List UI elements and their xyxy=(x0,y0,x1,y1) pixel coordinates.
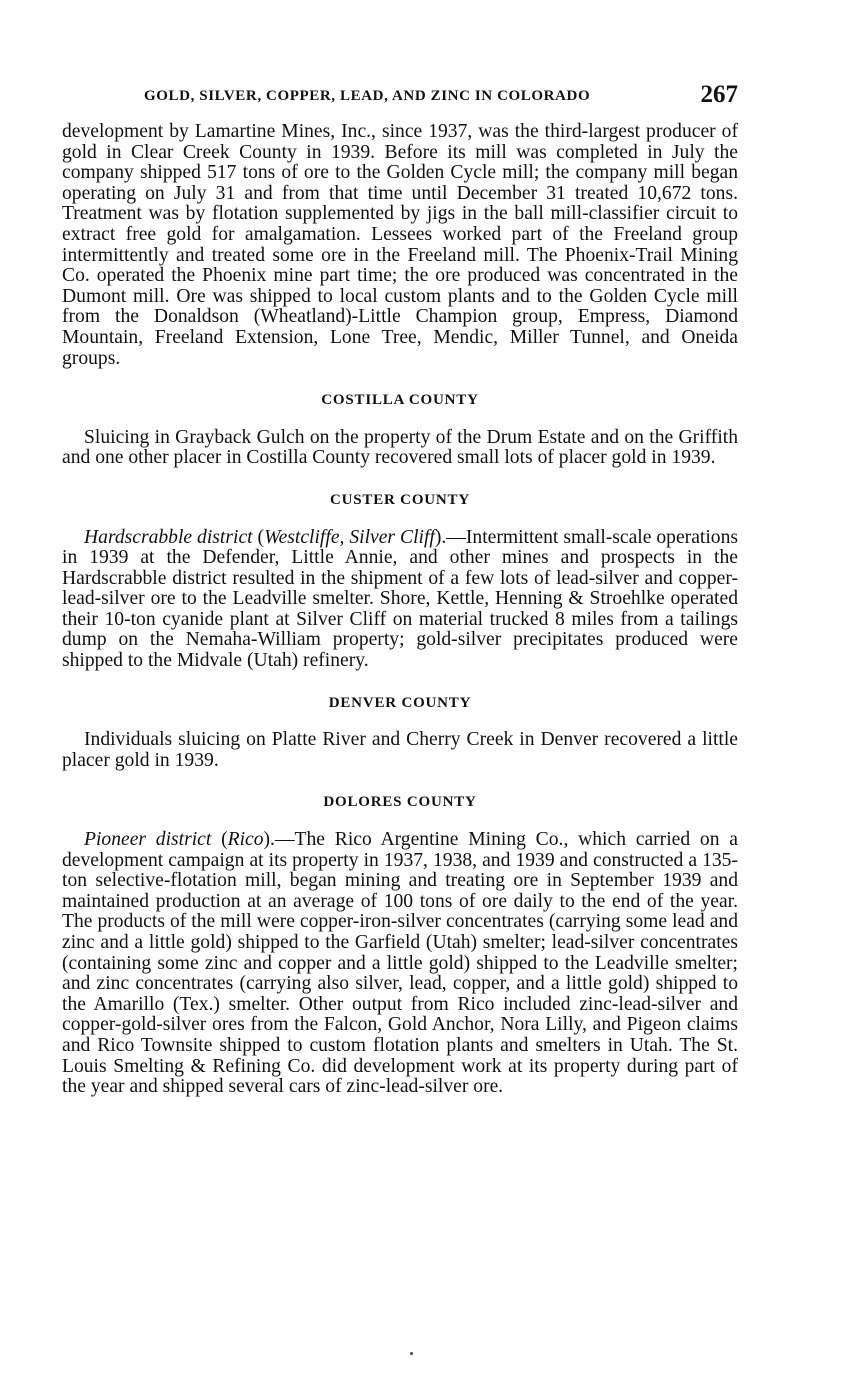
district-name-pioneer: Pioneer district xyxy=(84,829,212,851)
paragraph-custer xyxy=(62,528,738,672)
paragraph-custer-text: ).—Intermittent small-scale operations in 1939 at the Defender, Little Annie, and other mines and prospects in the Hardscrabble district resulted in the shipment of a few lots of lead-silver and copper-lead-silver ore to the Leadville smelter. Shore, Kettle, Henning & Stroehlke operated their 10-ton cyanide plant at Silver Cliff on material trucked 8 miles from a tailings dump on the Nemaha-William property; gold-silver precipitates produced were shipped to the Midvale (Utah) refinery. xyxy=(62,526,739,672)
scan-speck xyxy=(410,1352,413,1355)
district-name-hardscrabble: Hardscrabble district xyxy=(84,526,253,548)
section-heading-dolores: DOLORES COUNTY xyxy=(323,794,477,811)
paren-open: ( xyxy=(252,526,265,548)
locality-westcliffe: Westcliffe, Silver Cliff xyxy=(264,526,435,548)
section-heading-costilla: COSTILLA COUNTY xyxy=(321,392,479,409)
paren-open: ( xyxy=(211,829,228,851)
section-heading-denver: DENVER COUNTY xyxy=(328,694,472,711)
running-title: GOLD, SILVER, COPPER, LEAD, AND ZINC IN COLORADO xyxy=(144,88,591,104)
running-header xyxy=(62,81,738,114)
intro-paragraph: development by Lamartine Mines, Inc., since 1937, was the third-largest producer of gold in Clear Creek County in 1939. Before its mill was completed in July the company shipped 517 tons of ore to the Golden Cycle mill; the company mill began operating on July 31 and from that time until December 31 treated 10,672 tons. Treatment was by flotation supplemented by jigs in the ball mill-classifier circuit to extract free gold for amalgamation. Lessees worked part of the Freeland group intermittently and treated some ore in the Freeland mill. The Phoenix-Trail Mining Co. operated the Phoenix mine part time; the ore produced was concentrated in the Dumont mill. Ore was shipped to local custom plants and to the Golden Cycle mill from the Donaldson (Wheatland)-Little Champion group, Empress, Diamond Mountain, Freeland Extension, Lone Tree, Mendic, Miller Tunnel, and Oneida groups. xyxy=(62,121,738,369)
body-text xyxy=(62,122,738,1098)
paragraph-denver: Individuals sluicing on Platte River and Cherry Creek in Denver recovered a little placer gold in 1939. xyxy=(62,729,738,771)
paragraph-costilla: Sluicing in Grayback Gulch on the property of the Drum Estate and on the Griffith and one other placer in Costilla County recovered small lots of placer gold in 1939. xyxy=(62,426,738,469)
locality-rico: Rico xyxy=(227,829,264,851)
paragraph-dolores xyxy=(62,830,738,1098)
page-number: 267 xyxy=(700,81,738,108)
section-heading-custer: CUSTER COUNTY xyxy=(329,491,470,508)
paragraph-dolores-text: ).—The Rico Argentine Mining Co., which carried on a development campaign at its property in 1937, 1938, and 1939 and constructed a 135-ton selective-flotation mill, began mining and treating ore in September 1939 and maintained production at an average of 100 tons of ore daily to the end of the year. The products of the mill were copper-iron-silver concentrates (carrying some lead and zinc and a little gold) shipped to the Garfield (Utah) smelter; lead-silver concentrates (containing some zinc and copper and a little gold) shipped to the Leadville smelter; and zinc concentrates (carrying also silver, lead, copper, and a little gold) shipped to the Amarillo (Tex.) smelter. Other output from Rico included zinc-lead-silver and copper-gold-silver ores from the Falcon, Gold Anchor, Nora Lilly, and Pigeon claims and Rico Townsite shipped to custom flotation plants and smelters in Utah. The St. Louis Smelting & Refining Co. did development work at its property during part of the year and shipped several cars of zinc-lead-silver ore. xyxy=(62,829,738,1098)
